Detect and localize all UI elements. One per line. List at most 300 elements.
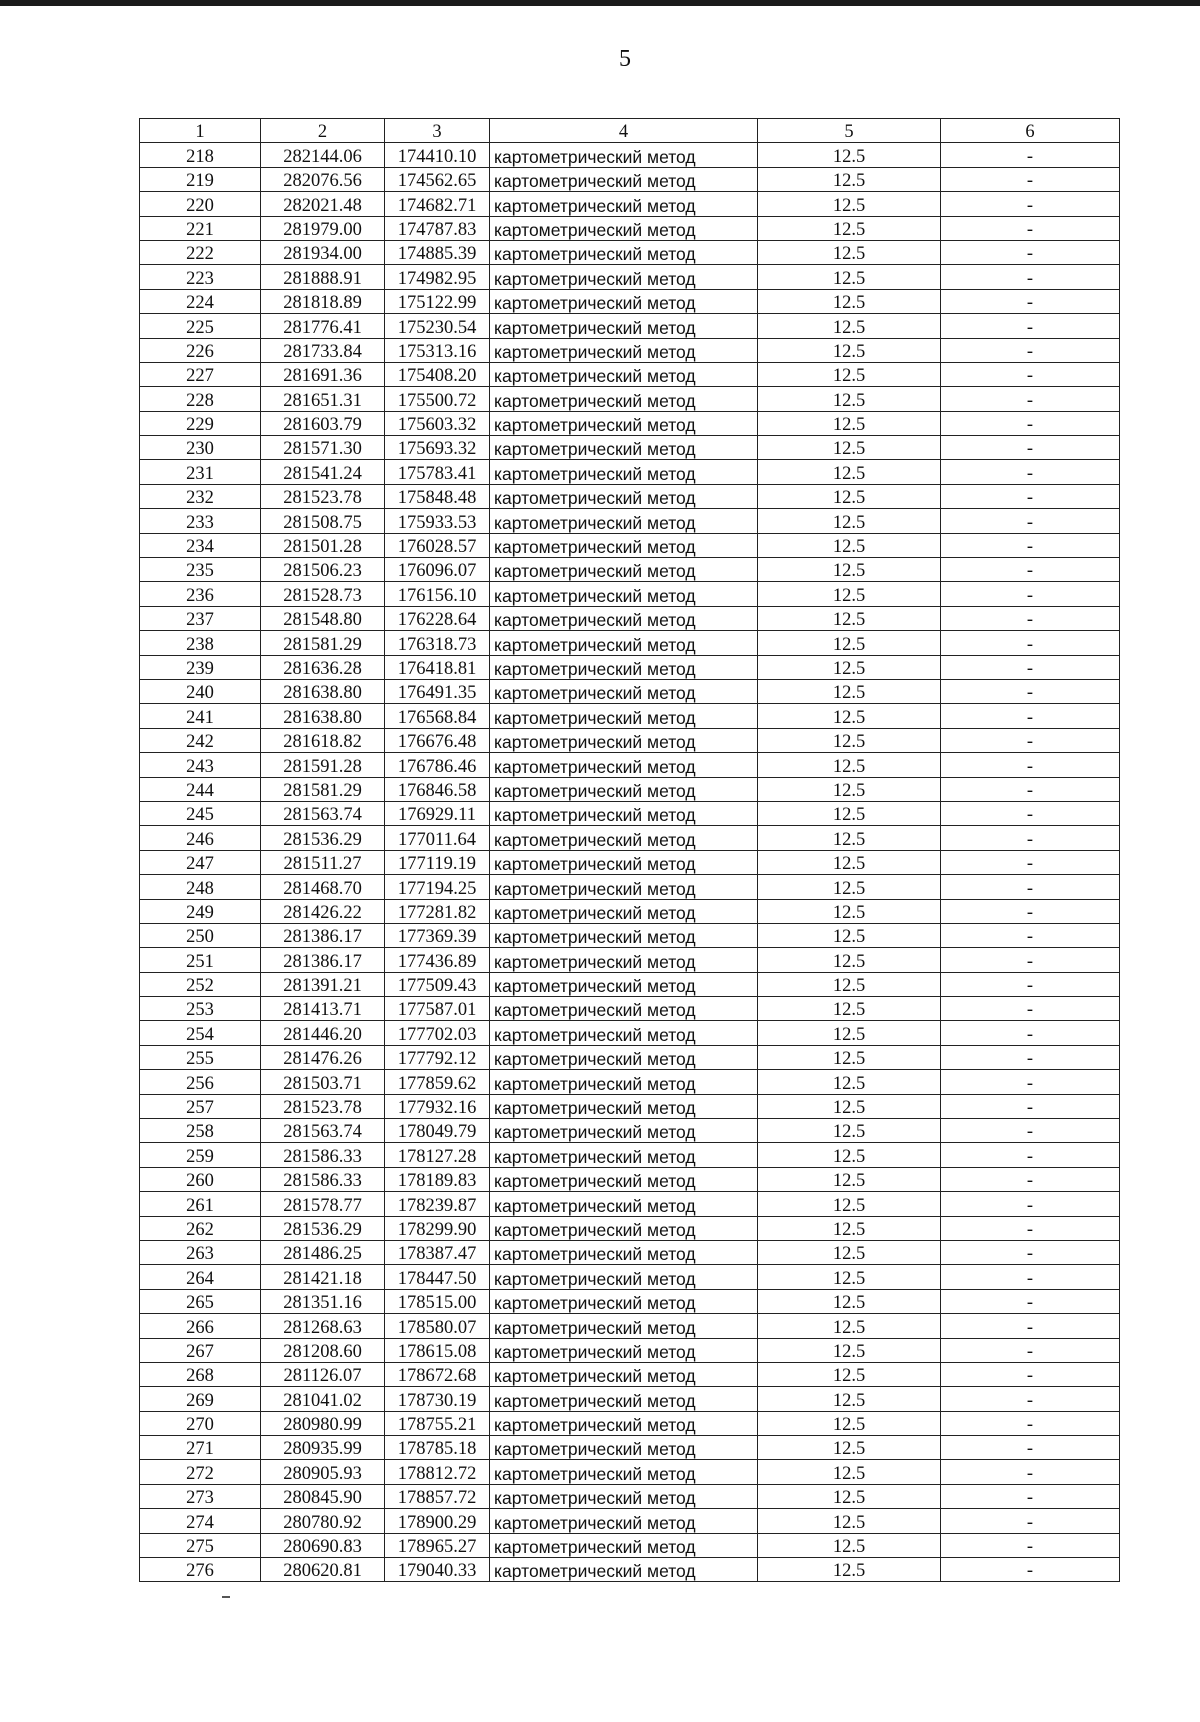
note-cell: -	[941, 1411, 1120, 1435]
method-cell: картометрический метод	[490, 167, 758, 191]
note-cell: -	[941, 192, 1120, 216]
point-number-cell: 254	[140, 1021, 261, 1045]
table-row	[140, 1216, 1120, 1240]
point-number-cell: 241	[140, 704, 261, 728]
point-number-cell: 264	[140, 1265, 261, 1289]
point-number-cell: 255	[140, 1045, 261, 1069]
note-cell: -	[941, 606, 1120, 630]
note-cell: -	[941, 1167, 1120, 1191]
x-coordinate-cell: 281386.17	[261, 923, 385, 947]
x-coordinate-cell: 281586.33	[261, 1143, 385, 1167]
point-number-cell: 224	[140, 289, 261, 313]
note-cell: -	[941, 1240, 1120, 1264]
table-row	[140, 875, 1120, 899]
table-row	[140, 143, 1120, 167]
table-header-row	[140, 119, 1120, 143]
accuracy-cell: 12.5	[758, 1021, 941, 1045]
method-cell: картометрический метод	[490, 314, 758, 338]
point-number-cell: 234	[140, 533, 261, 557]
method-cell: картометрический метод	[490, 1484, 758, 1508]
x-coordinate-cell: 280690.83	[261, 1533, 385, 1557]
coordinates-table	[139, 118, 1120, 1582]
x-coordinate-cell: 281486.25	[261, 1240, 385, 1264]
y-coordinate-cell: 174562.65	[385, 167, 490, 191]
y-coordinate-cell: 178127.28	[385, 1143, 490, 1167]
point-number-cell: 266	[140, 1314, 261, 1338]
accuracy-cell: 12.5	[758, 533, 941, 557]
table-row	[140, 387, 1120, 411]
note-cell: -	[941, 533, 1120, 557]
accuracy-cell: 12.5	[758, 460, 941, 484]
method-cell: картометрический метод	[490, 1460, 758, 1484]
table-row	[140, 1240, 1120, 1264]
method-cell: картометрический метод	[490, 1387, 758, 1411]
point-number-cell: 261	[140, 1192, 261, 1216]
note-cell: -	[941, 631, 1120, 655]
method-cell: картометрический метод	[490, 460, 758, 484]
point-number-cell: 249	[140, 899, 261, 923]
table-row	[140, 1484, 1120, 1508]
point-number-cell: 273	[140, 1484, 261, 1508]
method-cell: картометрический метод	[490, 143, 758, 167]
point-number-cell: 239	[140, 655, 261, 679]
table-row	[140, 1021, 1120, 1045]
point-number-cell: 218	[140, 143, 261, 167]
method-cell: картометрический метод	[490, 704, 758, 728]
accuracy-cell: 12.5	[758, 997, 941, 1021]
accuracy-cell: 12.5	[758, 1533, 941, 1557]
method-cell: картометрический метод	[490, 362, 758, 386]
note-cell: -	[941, 314, 1120, 338]
accuracy-cell: 12.5	[758, 1240, 941, 1264]
y-coordinate-cell: 177702.03	[385, 1021, 490, 1045]
note-cell: -	[941, 1045, 1120, 1069]
point-number-cell: 231	[140, 460, 261, 484]
y-coordinate-cell: 175313.16	[385, 338, 490, 362]
method-cell: картометрический метод	[490, 240, 758, 264]
method-cell: картометрический метод	[490, 1533, 758, 1557]
accuracy-cell: 12.5	[758, 875, 941, 899]
point-number-cell: 257	[140, 1094, 261, 1118]
note-cell: -	[941, 1484, 1120, 1508]
y-coordinate-cell: 174787.83	[385, 216, 490, 240]
method-cell: картометрический метод	[490, 801, 758, 825]
table-row	[140, 1119, 1120, 1143]
note-cell: -	[941, 1021, 1120, 1045]
accuracy-cell: 12.5	[758, 704, 941, 728]
table-row	[140, 1143, 1120, 1167]
table-row	[140, 436, 1120, 460]
point-number-cell: 230	[140, 436, 261, 460]
x-coordinate-cell: 281536.29	[261, 826, 385, 850]
note-cell: -	[941, 1314, 1120, 1338]
table-row	[140, 240, 1120, 264]
method-cell: картометрический метод	[490, 1411, 758, 1435]
note-cell: -	[941, 777, 1120, 801]
table-row	[140, 1533, 1120, 1557]
table-row	[140, 1558, 1120, 1582]
note-cell: -	[941, 338, 1120, 362]
point-number-cell: 262	[140, 1216, 261, 1240]
method-cell: картометрический метод	[490, 1240, 758, 1264]
method-cell: картометрический метод	[490, 1558, 758, 1582]
table-row	[140, 314, 1120, 338]
method-cell: картометрический метод	[490, 1119, 758, 1143]
note-cell: -	[941, 679, 1120, 703]
accuracy-cell: 12.5	[758, 1460, 941, 1484]
y-coordinate-cell: 176318.73	[385, 631, 490, 655]
point-number-cell: 276	[140, 1558, 261, 1582]
column-header: 2	[261, 119, 385, 143]
point-number-cell: 244	[140, 777, 261, 801]
x-coordinate-cell: 281638.80	[261, 679, 385, 703]
point-number-cell: 242	[140, 728, 261, 752]
y-coordinate-cell: 176228.64	[385, 606, 490, 630]
method-cell: картометрический метод	[490, 265, 758, 289]
y-coordinate-cell: 177119.19	[385, 850, 490, 874]
point-number-cell: 219	[140, 167, 261, 191]
note-cell: -	[941, 143, 1120, 167]
note-cell: -	[941, 1265, 1120, 1289]
table-row	[140, 411, 1120, 435]
note-cell: -	[941, 1289, 1120, 1313]
note-cell: -	[941, 728, 1120, 752]
accuracy-cell: 12.5	[758, 679, 941, 703]
note-cell: -	[941, 1362, 1120, 1386]
x-coordinate-cell: 281934.00	[261, 240, 385, 264]
y-coordinate-cell: 177792.12	[385, 1045, 490, 1069]
accuracy-cell: 12.5	[758, 411, 941, 435]
point-number-cell: 272	[140, 1460, 261, 1484]
y-coordinate-cell: 175693.32	[385, 436, 490, 460]
x-coordinate-cell: 281563.74	[261, 1119, 385, 1143]
method-cell: картометрический метод	[490, 972, 758, 996]
y-coordinate-cell: 177509.43	[385, 972, 490, 996]
x-coordinate-cell: 281506.23	[261, 558, 385, 582]
method-cell: картометрический метод	[490, 484, 758, 508]
point-number-cell: 233	[140, 509, 261, 533]
table-row	[140, 484, 1120, 508]
method-cell: картометрический метод	[490, 923, 758, 947]
x-coordinate-cell: 282021.48	[261, 192, 385, 216]
accuracy-cell: 12.5	[758, 1484, 941, 1508]
y-coordinate-cell: 176028.57	[385, 533, 490, 557]
accuracy-cell: 12.5	[758, 1509, 941, 1533]
x-coordinate-cell: 281528.73	[261, 582, 385, 606]
accuracy-cell: 12.5	[758, 801, 941, 825]
y-coordinate-cell: 178580.07	[385, 1314, 490, 1338]
accuracy-cell: 12.5	[758, 1167, 941, 1191]
method-cell: картометрический метод	[490, 436, 758, 460]
point-number-cell: 251	[140, 948, 261, 972]
method-cell: картометрический метод	[490, 533, 758, 557]
method-cell: картометрический метод	[490, 875, 758, 899]
y-coordinate-cell: 175933.53	[385, 509, 490, 533]
point-number-cell: 223	[140, 265, 261, 289]
table-row	[140, 972, 1120, 996]
y-coordinate-cell: 178965.27	[385, 1533, 490, 1557]
method-cell: картометрический метод	[490, 216, 758, 240]
method-cell: картометрический метод	[490, 899, 758, 923]
note-cell: -	[941, 387, 1120, 411]
x-coordinate-cell: 281421.18	[261, 1265, 385, 1289]
y-coordinate-cell: 178387.47	[385, 1240, 490, 1264]
x-coordinate-cell: 281603.79	[261, 411, 385, 435]
accuracy-cell: 12.5	[758, 923, 941, 947]
table-row	[140, 753, 1120, 777]
method-cell: картометрический метод	[490, 1338, 758, 1362]
x-coordinate-cell: 281268.63	[261, 1314, 385, 1338]
x-coordinate-cell: 281586.33	[261, 1167, 385, 1191]
note-cell: -	[941, 972, 1120, 996]
point-number-cell: 243	[140, 753, 261, 777]
method-cell: картометрический метод	[490, 997, 758, 1021]
point-number-cell: 240	[140, 679, 261, 703]
accuracy-cell: 12.5	[758, 850, 941, 874]
y-coordinate-cell: 175848.48	[385, 484, 490, 508]
note-cell: -	[941, 1509, 1120, 1533]
y-coordinate-cell: 175783.41	[385, 460, 490, 484]
method-cell: картометрический метод	[490, 582, 758, 606]
table-row	[140, 655, 1120, 679]
note-cell: -	[941, 899, 1120, 923]
table-row	[140, 948, 1120, 972]
note-cell: -	[941, 1338, 1120, 1362]
y-coordinate-cell: 175603.32	[385, 411, 490, 435]
method-cell: картометрический метод	[490, 289, 758, 313]
x-coordinate-cell: 280780.92	[261, 1509, 385, 1533]
note-cell: -	[941, 1533, 1120, 1557]
table-row	[140, 216, 1120, 240]
accuracy-cell: 12.5	[758, 582, 941, 606]
x-coordinate-cell: 281638.80	[261, 704, 385, 728]
x-coordinate-cell: 281818.89	[261, 289, 385, 313]
column-header: 4	[490, 119, 758, 143]
y-coordinate-cell: 177587.01	[385, 997, 490, 1021]
point-number-cell: 267	[140, 1338, 261, 1362]
table-row	[140, 558, 1120, 582]
x-coordinate-cell: 281501.28	[261, 533, 385, 557]
table-row	[140, 1167, 1120, 1191]
y-coordinate-cell: 178447.50	[385, 1265, 490, 1289]
column-header: 1	[140, 119, 261, 143]
table-row	[140, 460, 1120, 484]
y-coordinate-cell: 178730.19	[385, 1387, 490, 1411]
point-number-cell: 270	[140, 1411, 261, 1435]
y-coordinate-cell: 178299.90	[385, 1216, 490, 1240]
table-row	[140, 533, 1120, 557]
point-number-cell: 236	[140, 582, 261, 606]
point-number-cell: 247	[140, 850, 261, 874]
y-coordinate-cell: 176786.46	[385, 753, 490, 777]
x-coordinate-cell: 281476.26	[261, 1045, 385, 1069]
x-coordinate-cell: 281776.41	[261, 314, 385, 338]
table-row	[140, 362, 1120, 386]
accuracy-cell: 12.5	[758, 362, 941, 386]
method-cell: картометрический метод	[490, 1094, 758, 1118]
page-number: 5	[619, 46, 631, 72]
point-number-cell: 265	[140, 1289, 261, 1313]
note-cell: -	[941, 436, 1120, 460]
note-cell: -	[941, 167, 1120, 191]
note-cell: -	[941, 1460, 1120, 1484]
note-cell: -	[941, 1094, 1120, 1118]
y-coordinate-cell: 176568.84	[385, 704, 490, 728]
table-row	[140, 582, 1120, 606]
note-cell: -	[941, 1387, 1120, 1411]
top-border-rule	[0, 0, 1200, 6]
point-number-cell: 250	[140, 923, 261, 947]
table-row	[140, 192, 1120, 216]
table-row	[140, 1265, 1120, 1289]
x-coordinate-cell: 281511.27	[261, 850, 385, 874]
y-coordinate-cell: 174682.71	[385, 192, 490, 216]
y-coordinate-cell: 178900.29	[385, 1509, 490, 1533]
x-coordinate-cell: 281508.75	[261, 509, 385, 533]
table-row	[140, 1387, 1120, 1411]
point-number-cell: 258	[140, 1119, 261, 1143]
y-coordinate-cell: 176491.35	[385, 679, 490, 703]
y-coordinate-cell: 177369.39	[385, 923, 490, 947]
method-cell: картометрический метод	[490, 1362, 758, 1386]
accuracy-cell: 12.5	[758, 216, 941, 240]
method-cell: картометрический метод	[490, 606, 758, 630]
method-cell: картометрический метод	[490, 387, 758, 411]
point-number-cell: 221	[140, 216, 261, 240]
table-row	[140, 1070, 1120, 1094]
x-coordinate-cell: 280905.93	[261, 1460, 385, 1484]
x-coordinate-cell: 281636.28	[261, 655, 385, 679]
accuracy-cell: 12.5	[758, 1387, 941, 1411]
table-row	[140, 1338, 1120, 1362]
y-coordinate-cell: 174410.10	[385, 143, 490, 167]
x-coordinate-cell: 280620.81	[261, 1558, 385, 1582]
x-coordinate-cell: 281979.00	[261, 216, 385, 240]
accuracy-cell: 12.5	[758, 314, 941, 338]
accuracy-cell: 12.5	[758, 1558, 941, 1582]
method-cell: картометрический метод	[490, 1192, 758, 1216]
accuracy-cell: 12.5	[758, 972, 941, 996]
note-cell: -	[941, 655, 1120, 679]
y-coordinate-cell: 177436.89	[385, 948, 490, 972]
accuracy-cell: 12.5	[758, 1314, 941, 1338]
y-coordinate-cell: 177011.64	[385, 826, 490, 850]
x-coordinate-cell: 281468.70	[261, 875, 385, 899]
table-row	[140, 923, 1120, 947]
column-header: 6	[941, 119, 1120, 143]
accuracy-cell: 12.5	[758, 1411, 941, 1435]
accuracy-cell: 12.5	[758, 826, 941, 850]
x-coordinate-cell: 281578.77	[261, 1192, 385, 1216]
accuracy-cell: 12.5	[758, 265, 941, 289]
note-cell: -	[941, 875, 1120, 899]
table-row	[140, 777, 1120, 801]
x-coordinate-cell: 281581.29	[261, 631, 385, 655]
accuracy-cell: 12.5	[758, 1289, 941, 1313]
note-cell: -	[941, 1216, 1120, 1240]
point-number-cell: 256	[140, 1070, 261, 1094]
method-cell: картометрический метод	[490, 655, 758, 679]
table-row	[140, 338, 1120, 362]
point-number-cell: 238	[140, 631, 261, 655]
method-cell: картометрический метод	[490, 777, 758, 801]
accuracy-cell: 12.5	[758, 167, 941, 191]
x-coordinate-cell: 281041.02	[261, 1387, 385, 1411]
accuracy-cell: 12.5	[758, 484, 941, 508]
method-cell: картометрический метод	[490, 338, 758, 362]
note-cell: -	[941, 265, 1120, 289]
accuracy-cell: 12.5	[758, 606, 941, 630]
point-number-cell: 275	[140, 1533, 261, 1557]
method-cell: картометрический метод	[490, 728, 758, 752]
method-cell: картометрический метод	[490, 1021, 758, 1045]
method-cell: картометрический метод	[490, 679, 758, 703]
method-cell: картометрический метод	[490, 948, 758, 972]
y-coordinate-cell: 178672.68	[385, 1362, 490, 1386]
point-number-cell: 227	[140, 362, 261, 386]
x-coordinate-cell: 280980.99	[261, 1411, 385, 1435]
y-coordinate-cell: 177932.16	[385, 1094, 490, 1118]
method-cell: картометрический метод	[490, 1265, 758, 1289]
note-cell: -	[941, 850, 1120, 874]
point-number-cell: 226	[140, 338, 261, 362]
y-coordinate-cell: 178239.87	[385, 1192, 490, 1216]
point-number-cell: 259	[140, 1143, 261, 1167]
note-cell: -	[941, 216, 1120, 240]
accuracy-cell: 12.5	[758, 509, 941, 533]
note-cell: -	[941, 1143, 1120, 1167]
y-coordinate-cell: 175408.20	[385, 362, 490, 386]
method-cell: картометрический метод	[490, 850, 758, 874]
note-cell: -	[941, 948, 1120, 972]
accuracy-cell: 12.5	[758, 387, 941, 411]
x-coordinate-cell: 281351.16	[261, 1289, 385, 1313]
point-number-cell: 274	[140, 1509, 261, 1533]
y-coordinate-cell: 176676.48	[385, 728, 490, 752]
x-coordinate-cell: 281581.29	[261, 777, 385, 801]
point-number-cell: 260	[140, 1167, 261, 1191]
method-cell: картометрический метод	[490, 1314, 758, 1338]
method-cell: картометрический метод	[490, 558, 758, 582]
x-coordinate-cell: 281591.28	[261, 753, 385, 777]
accuracy-cell: 12.5	[758, 1216, 941, 1240]
point-number-cell: 252	[140, 972, 261, 996]
x-coordinate-cell: 281426.22	[261, 899, 385, 923]
note-cell: -	[941, 1119, 1120, 1143]
note-cell: -	[941, 362, 1120, 386]
x-coordinate-cell: 281523.78	[261, 484, 385, 508]
y-coordinate-cell: 178785.18	[385, 1436, 490, 1460]
x-coordinate-cell: 281651.31	[261, 387, 385, 411]
x-coordinate-cell: 281208.60	[261, 1338, 385, 1362]
accuracy-cell: 12.5	[758, 1143, 941, 1167]
note-cell: -	[941, 558, 1120, 582]
note-cell: -	[941, 801, 1120, 825]
point-number-cell: 269	[140, 1387, 261, 1411]
table-row	[140, 679, 1120, 703]
point-number-cell: 228	[140, 387, 261, 411]
y-coordinate-cell: 175122.99	[385, 289, 490, 313]
method-cell: картометрический метод	[490, 631, 758, 655]
table-row	[140, 704, 1120, 728]
note-cell: -	[941, 289, 1120, 313]
point-number-cell: 232	[140, 484, 261, 508]
x-coordinate-cell: 281571.30	[261, 436, 385, 460]
accuracy-cell: 12.5	[758, 631, 941, 655]
accuracy-cell: 12.5	[758, 1094, 941, 1118]
table-row	[140, 826, 1120, 850]
accuracy-cell: 12.5	[758, 1265, 941, 1289]
